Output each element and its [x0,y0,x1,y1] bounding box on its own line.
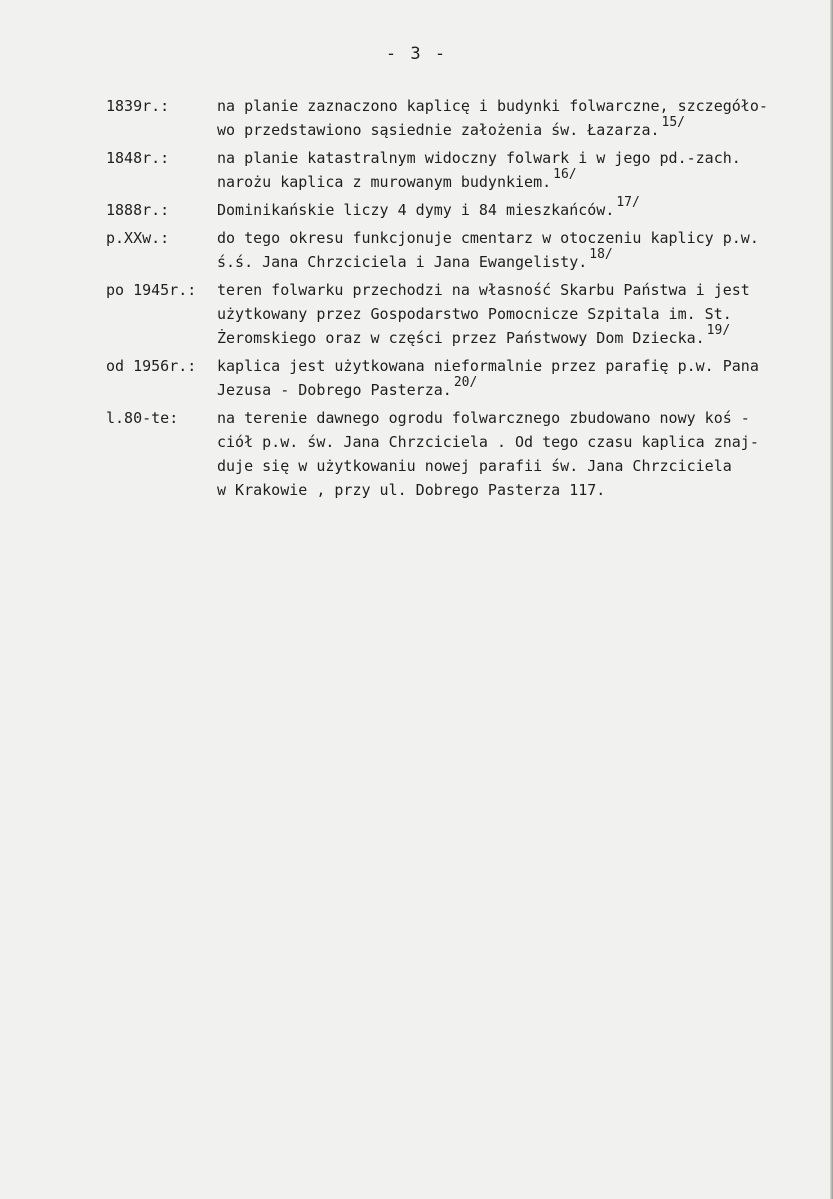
chronology-entry [0,146,833,194]
entry-line [217,478,829,502]
chronology-entry [0,94,833,142]
entry-line [217,406,829,430]
entry-line-text: duje się w użytkowaniu nowej parafii św. Jana Chrzciciela [217,457,732,475]
entry-text [217,94,829,142]
entry-line [217,94,829,118]
chronology-list [0,94,833,506]
entry-date: po 1945r.: [106,281,197,299]
chronology-entry [0,195,833,222]
chronology-entry [0,226,833,274]
entry-line-text: do tego okresu funkcjonuje cmentarz w otoczeniu kaplicy p.w. [217,229,759,247]
entry-date: 1848r.: [106,149,170,167]
page-number: - 3 - [385,44,448,64]
entry-line [217,247,829,274]
entry-line-text: w Krakowie , przy ul. Dobrego Pasterza 117. [217,481,606,499]
entry-line [217,354,829,378]
entry-text [217,278,829,350]
entry-line [217,375,829,402]
chronology-entry [0,354,833,402]
entry-line [217,278,829,302]
entry-line [217,323,829,350]
entry-line-text: narożu kaplica z murowanym budynkiem. [217,173,552,191]
footnote-reference: 16/ [553,167,577,182]
entry-line-text: ciół p.w. św. Jana Chrzciciela . Od tego czasu kaplica znaj- [217,433,759,451]
entry-line [217,195,829,222]
entry-text [217,354,829,402]
entry-text [217,195,829,222]
entry-text [217,406,829,502]
entry-line [217,302,829,326]
entry-line-text: ś.ś. Jana Chrzciciela i Jana Ewangelisty. [217,253,588,271]
entry-line-text: na planie zaznaczono kaplicę i budynki folwarczne, szczegóło- [217,97,768,115]
entry-line [217,454,829,478]
entry-line [217,115,829,142]
entry-line [217,146,829,170]
entry-line-text: kaplica jest użytkowana nieformalnie przez parafię p.w. Pana [217,357,759,375]
footnote-reference: 15/ [661,115,685,130]
footnote-reference: 19/ [706,323,731,338]
entry-line [217,430,829,454]
entry-text [217,226,829,274]
footnote-reference: 17/ [616,195,640,210]
entry-line-text: Jezusa - Dobrego Pasterza. [217,381,452,399]
chronology-entry [0,278,833,350]
entry-date: od 1956r.: [106,357,197,375]
footnote-reference: 20/ [453,375,478,390]
entry-line-text: Żeromskiego oraz w części przez Państwowy Dom Dziecka. [217,329,705,347]
entry-date: 1839r.: [106,97,170,115]
entry-date: l.80-te: [106,409,179,427]
entry-line [217,226,829,250]
entry-line-text: na planie katastralnym widoczny folwark i w jego pd.-zach. [217,149,741,167]
entry-line-text: teren folwarku przechodzi na własność Skarbu Państwa i jest [217,281,750,299]
entry-date: 1888r.: [106,201,170,219]
entry-date: p.XXw.: [106,229,170,247]
entry-line [217,167,829,194]
entry-line-text: Dominikańskie liczy 4 dymy i 84 mieszkańców. [217,201,615,219]
entry-line-text: użytkowany przez Gospodarstwo Pomocnicze Szpitala im. St. [217,305,732,323]
footnote-reference: 18/ [589,247,613,262]
entry-text [217,146,829,194]
chronology-entry [0,406,833,502]
entry-line-text: na terenie dawnego ogrodu folwarcznego zbudowano nowy koś - [217,409,750,427]
entry-line-text: wo przedstawiono sąsiednie założenia św. Łazarza. [217,121,660,139]
